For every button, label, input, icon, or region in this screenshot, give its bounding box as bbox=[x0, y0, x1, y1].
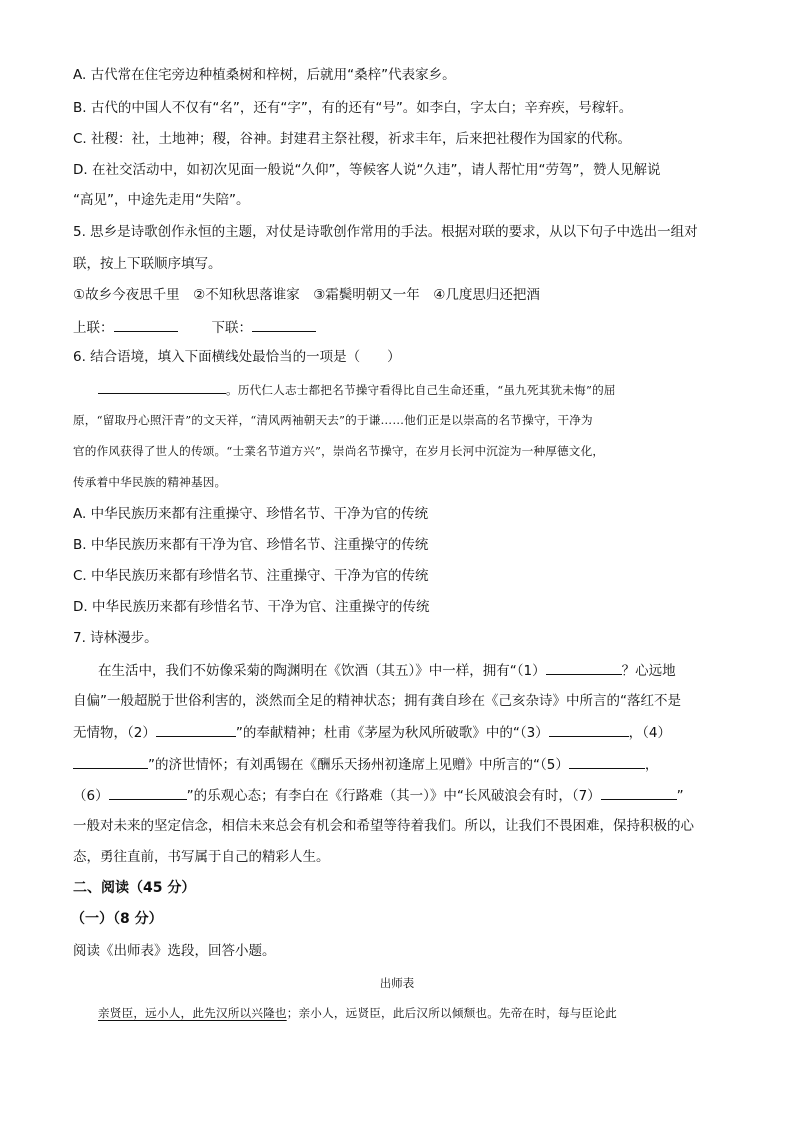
q6-option-b: B. 中华民族历来都有干净为官、珍惜名节、注重操守的传统 bbox=[73, 537, 429, 553]
q6-passage-line4: 传承着中华民族的精神基因。 bbox=[73, 475, 227, 489]
q7-blank-7[interactable] bbox=[601, 785, 677, 800]
q5-lower-label: 下联： bbox=[211, 320, 252, 336]
q6-option-d: D. 中华民族历来都有珍惜名节、干净为官、注重操守的传统 bbox=[73, 599, 430, 615]
q7-blank-3[interactable] bbox=[549, 722, 629, 737]
section-title: 二、阅读（45 分） bbox=[73, 880, 196, 896]
q4-option-d-line1: D. 在社交活动中，如初次见面一般说“久仰”，等候客人说“久违”，请人帮忙用“劳驾”，赞人见解说 bbox=[73, 162, 661, 178]
essay-line1: 亲贤臣，远小人，此先汉所以兴隆也；亲小人，远贤臣，此后汉所以倾颓也。先帝在时，每与臣论此 bbox=[98, 1006, 617, 1020]
q4-option-b: B. 古代的中国人不仅有“名”，还有“字”，有的还有“号”。如李白，字太白；辛弃疾，号稼轩。 bbox=[73, 100, 633, 116]
q5-stem-line1: 5. 思乡是诗歌创作永恒的主题，对仗是诗歌创作常用的手法。根据对联的要求，从以下句子中选出一组对 bbox=[73, 224, 698, 240]
q4-option-a: A. 古代常在住宅旁边种植桑树和梓树，后就用“桑梓”代表家乡。 bbox=[73, 67, 456, 83]
q4-option-d-line2: “高见”，中途先走用“失陪”。 bbox=[73, 192, 250, 208]
q7-line4: ”的济世情怀；有刘禹锡在《酬乐天扬州初逢席上见赠》中所言的“（5） ， bbox=[73, 754, 658, 775]
subsection-title: （一）（8 分） bbox=[71, 911, 163, 927]
q7-line3: 无情物，（2） ”的奉献精神；杜甫《茅屋为秋风所破歌》中的“（3） ，（4） bbox=[73, 722, 671, 743]
q6-passage-line1: 。历代仁人志士都把名节操守看得比自己生命还重，“虽九死其犹未悔”的屈 bbox=[98, 379, 616, 400]
q7-stem: 7. 诗林漫步。 bbox=[73, 630, 158, 646]
q7-blank-6[interactable] bbox=[109, 785, 187, 800]
q5-stem-line2: 联，按上下联顺序填写。 bbox=[73, 256, 222, 272]
reading-instruction: 阅读《出师表》选段，回答小题。 bbox=[73, 943, 276, 959]
q6-blank[interactable] bbox=[98, 379, 226, 394]
q6-option-c: C. 中华民族历来都有珍惜名节、注重操守、干净为官的传统 bbox=[73, 568, 429, 584]
q7-line6: 一般对未来的坚定信念，相信未来总会有机会和希望等待着我们。所以，让我们不畏困难，保持积极的心 bbox=[73, 818, 694, 834]
q7-blank-4[interactable] bbox=[73, 754, 148, 769]
q6-passage-line3: 官的作风获得了世人的传颂。“士業名节道方兴”，崇尚名节操守，在岁月长河中沉淀为一种厚德文化， bbox=[73, 444, 605, 458]
q7-line5: （6） ”的乐观心态；有李白在《行路难（其一）》中“长风破浪会有时，（7） ” bbox=[73, 785, 684, 806]
q5-options: ①故乡今夜思千里 ②不知秋思落谁家 ③霜鬓明朝又一年 ④几度思归还把酒 bbox=[73, 287, 540, 303]
q6-option-a: A. 中华民族历来都有注重操守、珍惜名节、干净为官的传统 bbox=[73, 506, 429, 522]
essay-title: 出师表 bbox=[379, 976, 415, 990]
q6-stem: 6. 结合语境，填入下面横线处最恰当的一项是（ ） bbox=[73, 349, 401, 365]
q7-blank-5[interactable] bbox=[569, 754, 645, 769]
q5-upper-label: 上联： bbox=[73, 320, 114, 336]
q5-answer-line bbox=[73, 317, 316, 338]
q7-line2: 自偏”一般超脱于世俗利害的，淡然而全足的精神状态；拥有龚自珍在《己亥杂诗》中所言的“落红不是 bbox=[73, 693, 681, 709]
q7-line7: 态，勇往直前，书写属于自己的精彩人生。 bbox=[73, 849, 330, 865]
q7-blank-2[interactable] bbox=[156, 722, 236, 737]
q7-blank-1[interactable] bbox=[546, 660, 622, 675]
q4-option-c: C. 社稷：社，土地神；稷，谷神。封建君主祭社稷，祈求丰年，后来把社稷作为国家的代称。 bbox=[73, 131, 632, 147]
q5-lower-blank[interactable] bbox=[252, 317, 316, 332]
q6-passage-line2: 原，“留取丹心照汗青”的文天祥，“清风两袖朝天去”的于谦……他们正是以崇高的名节操守，干净为 bbox=[73, 413, 593, 427]
q7-line1: 在生活中，我们不妨像采菊的陶渊明在《饮酒（其五）》中一样，拥有“（1） ？心远地 bbox=[98, 660, 676, 681]
q5-upper-blank[interactable] bbox=[114, 317, 178, 332]
